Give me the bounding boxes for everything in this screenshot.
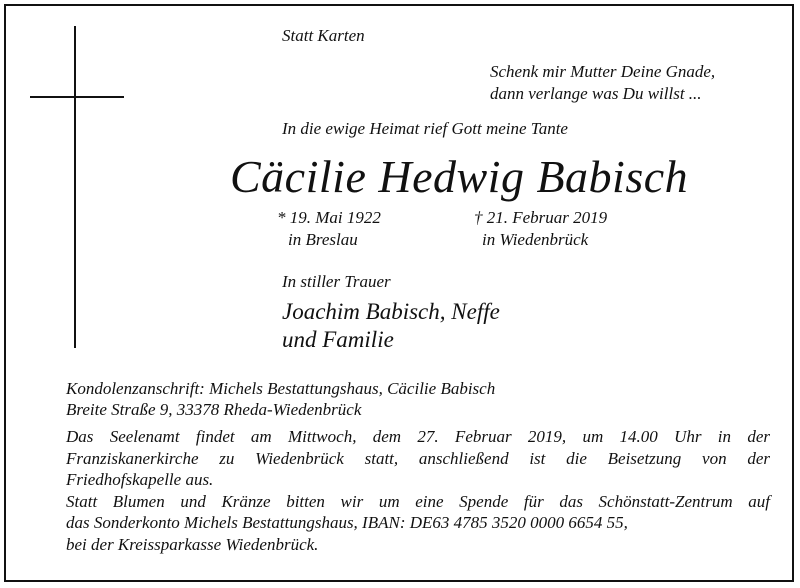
birth-date: * 19. Mai 1922 [277,208,381,227]
birth-place: in Breslau [288,230,358,249]
deceased-name: Cäcilie Hedwig Babisch [230,151,689,202]
statt-karten-label: Statt Karten [282,26,365,45]
condolence-address [66,378,495,420]
donation-line: bei der Kreissparkasse Wiedenbrück. [66,534,319,554]
address-line: Breite Straße 9, 33378 Rheda-Wiedenbrück [66,400,362,419]
service-line: Friedhofskapelle aus. [66,470,214,489]
address-line: Kondolenzanschrift: Michels Bestattungshaus, Cäcilie Babisch [66,379,496,398]
death-date: † 21. Februar 2019 [474,208,608,227]
service-line: Franziskanerkirche zu Wiedenbrück statt, anschließend ist die Beisetzung von der [66,448,770,468]
mourners [282,298,500,354]
mourner-line: Joachim Babisch, Neffe [282,299,500,324]
quote [490,61,715,105]
cross-horizontal-bar [30,96,124,98]
service-information [66,426,770,555]
quote-line: Schenk mir Mutter Deine Gnade, [490,62,716,81]
service-line: Das Seelenamt findet am Mittwoch, dem 27. Februar 2019, um 14.00 Uhr in der [66,427,770,446]
cross-vertical-bar [74,26,76,348]
death-place: in Wiedenbrück [482,230,589,249]
donation-line: das Sonderkonto Michels Bestattungshaus, IBAN: DE63 4785 3520 0000 6654 55, [66,513,628,532]
mourning-label: In stiller Trauer [282,272,391,291]
quote-line: dann verlange was Du willst ... [490,84,702,103]
donation-line: Statt Blumen und Kränze bitten wir um eine Spende für das Schönstatt-Zentrum auf [66,491,770,511]
intro-text: In die ewige Heimat rief Gott meine Tante [282,119,568,138]
mourner-line: und Familie [282,327,394,352]
